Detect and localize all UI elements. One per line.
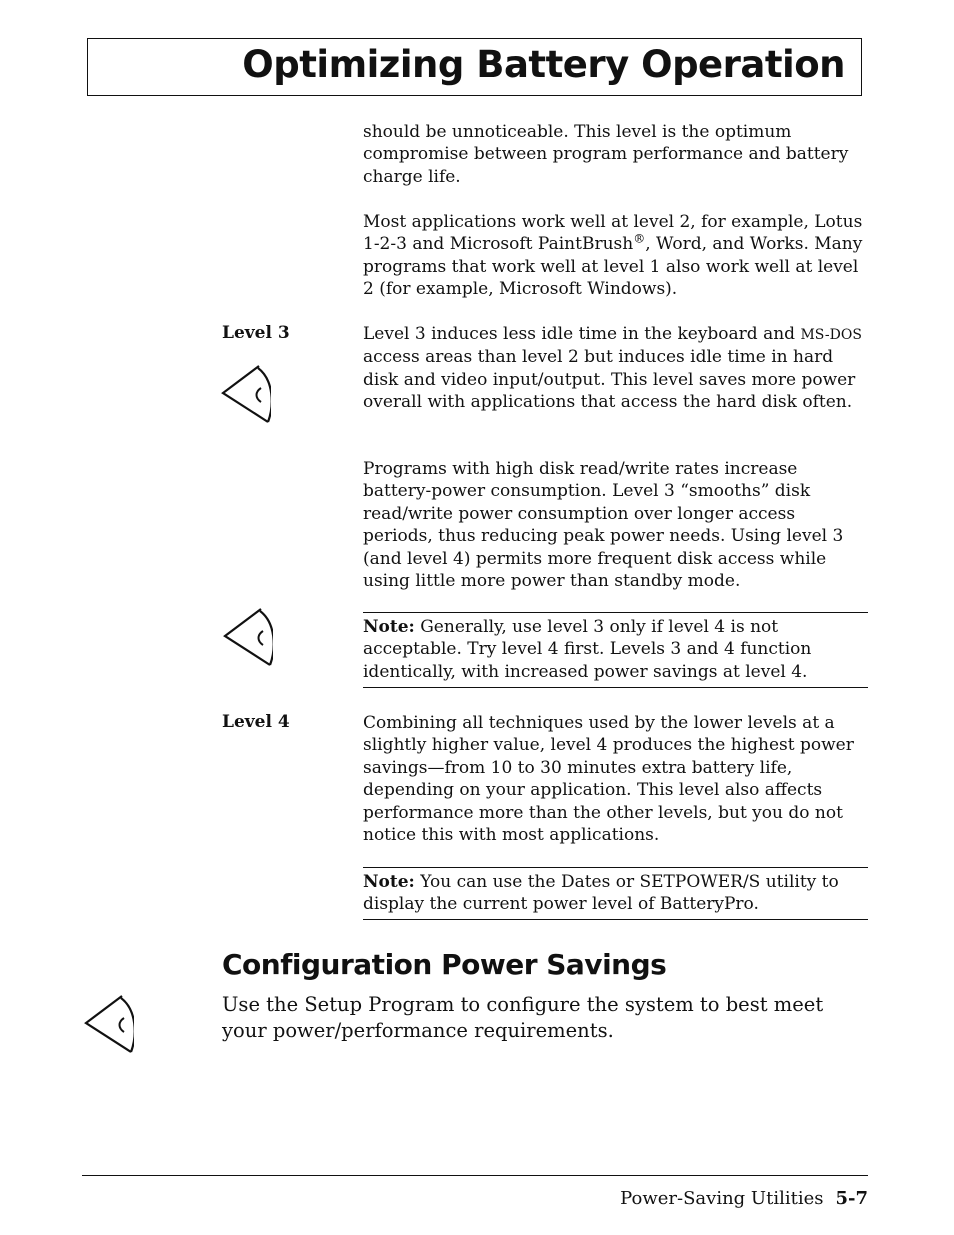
note-label: Note: xyxy=(363,872,415,892)
eye-icon xyxy=(84,992,134,1054)
footer-chapter: Power-Saving Utilities xyxy=(620,1188,824,1209)
page-number: 5-7 xyxy=(835,1188,868,1209)
title-box xyxy=(87,38,862,96)
eye-icon xyxy=(221,362,271,424)
paragraph-level3-a: Level 3 induces less idle time in the keyboard and xyxy=(363,324,801,344)
paragraph-level2-apps-b: , Word, and Works. Many programs that work well at level 1 also work well at level 2 (for example, Microsoft Windows). xyxy=(363,234,863,300)
paragraph-level2-apps xyxy=(363,211,868,301)
page-title: Optimizing Battery Operation xyxy=(242,43,845,86)
note-level3-body: Generally, use level 3 only if level 4 is not acceptable. Try level 4 first. Levels 3 and 4 function identically, with increased power savings at level 4. xyxy=(363,617,812,682)
paragraph-level4: Combining all techniques used by the lower levels at a slightly higher value, level 4 produces the highest power savings—from 10 to 30 minutes extra battery life, depending on your application. This level also affects performance more than the other levels, but you do not notice this with most applications. xyxy=(363,713,854,846)
registered-mark: ® xyxy=(633,231,646,246)
msdos-term: MS-DOS xyxy=(800,327,862,343)
note-label: Note: xyxy=(363,617,415,637)
section-title: Configuration Power Savings xyxy=(222,948,667,981)
level-3-label: Level 3 xyxy=(222,323,290,343)
eye-icon xyxy=(223,605,273,667)
paragraph-level3-b: access areas than level 2 but induces idle time in hard disk and video input/output. This level saves more power overall with applications that access the hard disk often. xyxy=(363,347,856,413)
note-level4-text xyxy=(363,871,868,916)
section-intro: Use the Setup Program to configure the system to best meet your power/performance requirements. xyxy=(222,993,824,1042)
note-level4-body: You can use the Dates or SETPOWER/S utility to display the current power level of BatteryPro. xyxy=(363,872,839,915)
paragraph-disk-rates: Programs with high disk read/write rates increase battery-power consumption. Level 3 “smooths” disk read/write power consumption over longer access periods, thus reducing peak power needs. Using level 3 (and level 4) permits more frequent disk access while using little more power than standby mode. xyxy=(363,459,844,592)
level-4-label: Level 4 xyxy=(222,712,290,732)
paragraph-level2-end: should be unnoticeable. This level is the optimum compromise between program performance and battery charge life. xyxy=(363,122,849,187)
note-level3 xyxy=(363,612,868,688)
paragraph-level3 xyxy=(363,323,868,414)
footer xyxy=(620,1188,868,1209)
note-level4 xyxy=(363,867,868,920)
footer-rule xyxy=(82,1175,868,1176)
paragraph-level2-apps-a: Most applications work well at level 2, for example, Lotus 1-2-3 and Microsoft PaintBrush xyxy=(363,212,863,255)
note-level3-text xyxy=(363,616,868,683)
